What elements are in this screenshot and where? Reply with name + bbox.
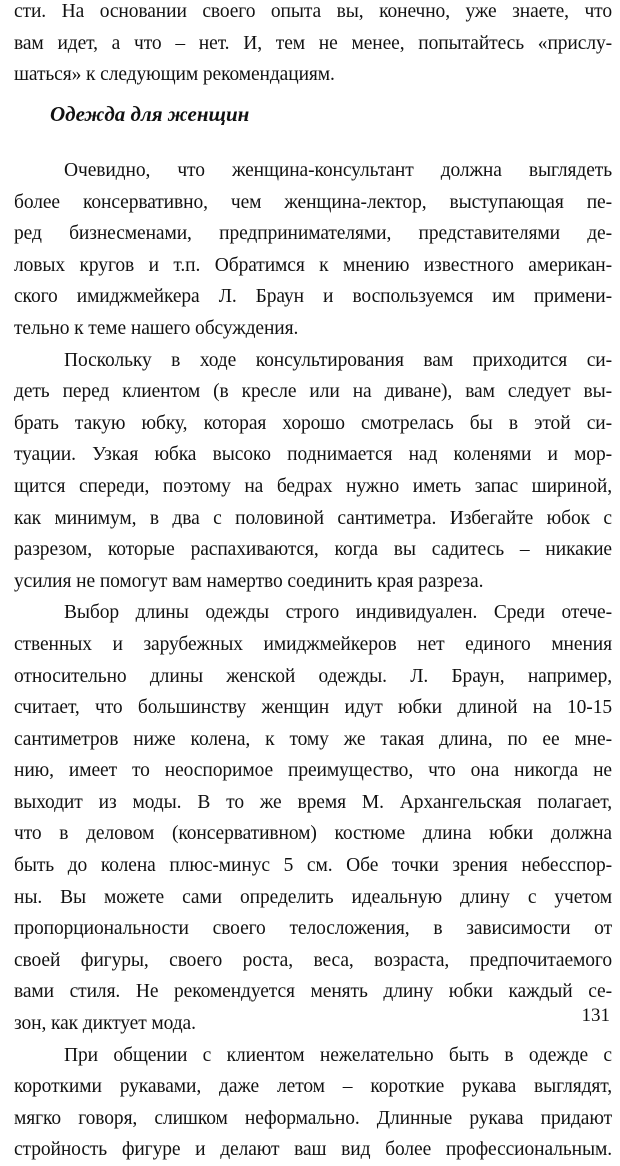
section-heading: Одежда для женщин	[50, 102, 250, 126]
text-line: короткими рукавами, даже летом – короткие рукава выглядят,	[14, 1076, 612, 1098]
text-line: зон, как диктует мода.	[14, 1013, 196, 1035]
text-line: как минимум, в два с половиной сантиметра. Избегайте юбок с	[14, 507, 612, 529]
paragraph-3	[14, 597, 612, 1039]
body-text	[14, 155, 612, 1166]
text-line: разрезом, которые распахиваются, когда вы садитесь – никакие	[14, 539, 612, 561]
text-line: выходит из моды. В то же время М. Архангельская полагает,	[14, 791, 612, 813]
text-line: Выбор длины одежды строго индивидуален. Среди отече-	[64, 602, 612, 624]
text-line: считает, что большинству женщин идут юбки длиной на 10-15	[14, 697, 612, 719]
text-line: туации. Узкая юбка высоко поднимается над коленями и мор-	[14, 444, 612, 466]
text-line: стройность фигуре и делают ваш вид более профессиональным.	[14, 1139, 612, 1161]
text-line: усилия не помогут вам намертво соединить края разреза.	[14, 570, 484, 592]
intro-paragraph	[14, 0, 612, 91]
text-line: мягко говоря, слишком неформально. Длинные рукава придают	[14, 1107, 612, 1129]
page-number: 131	[581, 1005, 610, 1026]
text-line: щится спереди, поэтому на бедрах нужно иметь запас шириной,	[14, 475, 612, 497]
text-line: ственных и зарубежных имиджмейкеров нет единого мнения	[14, 633, 612, 655]
text-line: Поскольку в ходе консультирования вам приходится си-	[64, 349, 612, 371]
text-line: вам идет, а что – нет. И, тем не менее, попытайтесь «прислу-	[14, 32, 612, 54]
text-line: относительно длины женской одежды. Л. Браун, например,	[14, 665, 612, 687]
text-line: Очевидно, что женщина-консультант должна выглядеть	[64, 160, 612, 181]
text-line: деть перед клиентом (в кресле или на диване), вам следует вы-	[14, 381, 612, 403]
text-line: сантиметров ниже колена, к тому же такая длина, по ее мне-	[14, 728, 612, 750]
text-line: сти. На основании своего опыта вы, конечно, уже знаете, что	[14, 1, 612, 22]
text-line: При общении с клиентом нежелательно быть в одежде с	[64, 1044, 612, 1066]
text-line: своей фигуры, своего роста, веса, возраста, предпочитаемого	[14, 949, 612, 971]
text-line: пропорциональности своего телосложения, в зависимости от	[14, 918, 612, 940]
text-line: шаться» к следующим рекомендациям.	[14, 64, 335, 86]
text-line: вами стиля. Не рекомендуется менять длину юбки каждый се-	[14, 981, 612, 1003]
paragraph-1	[14, 155, 612, 345]
paragraph-4	[14, 1040, 612, 1166]
text-line: ловых кругов и т.п. Обратимся к мнению известного американ-	[14, 254, 612, 276]
text-line: более консервативно, чем женщина-лектор, выступающая пе-	[14, 191, 612, 213]
text-line: брать такую юбку, которая хорошо смотрелась бы в этой си-	[14, 412, 612, 434]
text-line: нию, имеет то неоспоримое преимущество, что она никогда не	[14, 760, 612, 782]
text-line: быть до колена плюс-минус 5 см. Обе точки зрения небесспор-	[14, 855, 612, 877]
text-line: тельно к теме нашего обсуждения.	[14, 317, 299, 339]
text-line: ны. Вы можете сами определить идеальную длину с учетом	[14, 886, 612, 908]
paragraph-2	[14, 345, 612, 598]
text-line: ред бизнесменами, предпринимателями, представителями де-	[14, 223, 612, 245]
text-line: что в деловом (консервативном) костюме длина юбки должна	[14, 823, 612, 845]
text-line: ского имиджмейкера Л. Браун и воспользуемся им примени-	[14, 286, 612, 308]
